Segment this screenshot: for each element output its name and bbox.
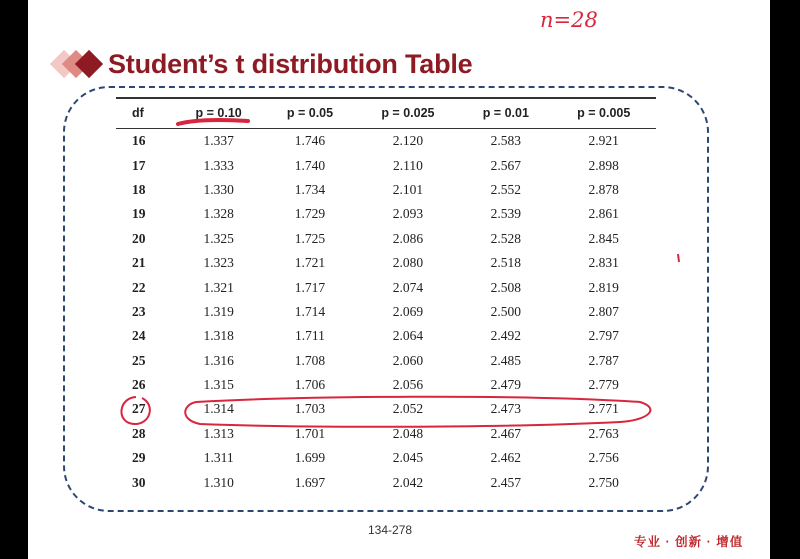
df-cell: 24 xyxy=(132,328,146,344)
value-cell: 1.729 xyxy=(294,206,326,222)
df-cell: 23 xyxy=(132,303,146,319)
value-cell: 2.045 xyxy=(392,450,424,466)
table-row xyxy=(116,153,656,177)
value-cell: 1.701 xyxy=(294,425,326,441)
table-row xyxy=(116,349,656,373)
value-cell: 2.898 xyxy=(588,157,619,173)
df-cell: 18 xyxy=(132,181,146,197)
df-cell: 26 xyxy=(132,377,146,393)
handwritten-annotation: n=28 xyxy=(540,8,598,32)
value-cell: 2.462 xyxy=(490,450,521,466)
value-cell: 2.845 xyxy=(588,230,619,246)
header-p0025: p = 0.025 xyxy=(356,98,461,129)
df-cell: 27 xyxy=(132,401,146,417)
value-cell: 2.763 xyxy=(588,425,619,441)
value-cell: 2.921 xyxy=(588,133,619,149)
value-cell: 2.819 xyxy=(588,279,619,295)
value-cell: 1.725 xyxy=(294,230,326,246)
value-cell: 2.048 xyxy=(392,425,424,441)
title-block xyxy=(50,44,473,84)
value-cell: 1.311 xyxy=(203,450,234,466)
value-cell: 1.734 xyxy=(294,181,326,197)
value-cell: 1.717 xyxy=(294,279,326,295)
value-cell: 2.473 xyxy=(490,401,521,417)
df-cell: 25 xyxy=(132,352,146,368)
value-cell: 2.756 xyxy=(588,450,619,466)
value-cell: 1.310 xyxy=(203,474,234,490)
value-cell: 2.797 xyxy=(588,328,619,344)
header-p001: p = 0.01 xyxy=(460,98,551,129)
value-cell: 2.479 xyxy=(490,377,521,393)
df-cell: 22 xyxy=(132,279,146,295)
value-cell: 1.703 xyxy=(294,401,326,417)
value-cell: 2.750 xyxy=(588,474,619,490)
diamond-bullet-icon xyxy=(50,44,108,84)
value-cell: 2.052 xyxy=(392,401,424,417)
value-cell: 1.708 xyxy=(294,352,326,368)
table-row xyxy=(116,275,656,299)
df-cell: 30 xyxy=(132,474,146,490)
table-row xyxy=(116,202,656,226)
value-cell: 2.583 xyxy=(490,133,521,149)
value-cell: 2.060 xyxy=(392,352,424,368)
value-cell: 2.074 xyxy=(392,279,424,295)
value-cell: 2.528 xyxy=(490,230,521,246)
df-cell: 17 xyxy=(132,157,146,173)
page-number: 134-278 xyxy=(368,523,413,537)
header-p0005: p = 0.005 xyxy=(551,98,656,129)
value-cell: 1.746 xyxy=(294,133,326,149)
value-cell: 2.878 xyxy=(588,181,619,197)
value-cell: 2.567 xyxy=(490,157,521,173)
table-row xyxy=(116,251,656,275)
value-cell: 2.467 xyxy=(490,425,521,441)
df-cell: 19 xyxy=(132,206,146,222)
value-cell: 1.714 xyxy=(294,303,326,319)
value-cell: 1.316 xyxy=(203,352,234,368)
value-cell: 2.120 xyxy=(392,133,424,149)
table-row xyxy=(116,300,656,324)
value-cell: 2.787 xyxy=(588,352,619,368)
df-cell: 16 xyxy=(132,133,146,149)
t-distribution-table xyxy=(116,98,656,495)
slide-title: Student’s t distribution Table xyxy=(108,48,473,79)
value-cell: 1.333 xyxy=(203,157,234,173)
value-cell: 2.064 xyxy=(392,328,424,344)
value-cell: 2.771 xyxy=(588,401,619,417)
value-cell: 2.101 xyxy=(392,181,424,197)
value-cell: 1.699 xyxy=(294,450,326,466)
value-cell: 2.492 xyxy=(490,328,521,344)
table-row xyxy=(116,178,656,202)
table-header-row xyxy=(116,98,656,129)
value-cell: 1.315 xyxy=(203,377,234,393)
value-cell: 1.325 xyxy=(203,230,234,246)
df-cell: 29 xyxy=(132,450,146,466)
table-row xyxy=(116,422,656,446)
value-cell: 2.485 xyxy=(490,352,521,368)
value-cell: 2.861 xyxy=(588,206,619,222)
value-cell: 1.314 xyxy=(203,401,234,417)
value-cell: 2.831 xyxy=(588,255,619,271)
slide xyxy=(28,0,770,559)
header-p005: p = 0.05 xyxy=(264,98,355,129)
value-cell: 1.330 xyxy=(203,181,234,197)
value-cell: 1.319 xyxy=(203,303,234,319)
value-cell: 2.457 xyxy=(490,474,521,490)
slogan: 专业 · 创新 · 增值 xyxy=(634,535,744,549)
value-cell: 1.740 xyxy=(294,157,326,173)
value-cell: 2.042 xyxy=(392,474,424,490)
value-cell: 1.323 xyxy=(203,255,234,271)
table-row xyxy=(116,446,656,470)
value-cell: 2.807 xyxy=(588,303,619,319)
value-cell: 1.697 xyxy=(294,474,326,490)
value-cell: 2.539 xyxy=(490,206,521,222)
df-cell: 28 xyxy=(132,425,146,441)
value-cell: 1.328 xyxy=(203,206,234,222)
df-cell: 20 xyxy=(132,230,146,246)
table-row xyxy=(116,324,656,348)
df-cell: 21 xyxy=(132,255,146,271)
table-row xyxy=(116,470,656,494)
value-cell: 2.779 xyxy=(588,377,619,393)
value-cell: 2.056 xyxy=(392,377,424,393)
value-cell: 1.321 xyxy=(203,279,234,295)
table-row xyxy=(116,397,656,421)
value-cell: 1.706 xyxy=(294,377,326,393)
table-row xyxy=(116,129,656,154)
table-row xyxy=(116,227,656,251)
value-cell: 2.093 xyxy=(392,206,424,222)
value-cell: 1.313 xyxy=(203,425,234,441)
value-cell: 2.552 xyxy=(490,181,521,197)
header-df: df xyxy=(116,98,173,129)
value-cell: 1.337 xyxy=(203,133,234,149)
table-row xyxy=(116,373,656,397)
header-p010: p = 0.10 xyxy=(173,98,264,129)
value-cell: 1.721 xyxy=(294,255,326,271)
value-cell: 2.110 xyxy=(392,157,423,173)
value-cell: 2.086 xyxy=(392,230,424,246)
value-cell: 2.080 xyxy=(392,255,424,271)
value-cell: 2.500 xyxy=(490,303,521,319)
value-cell: 1.711 xyxy=(295,328,325,344)
value-cell: 2.518 xyxy=(490,255,521,271)
value-cell: 2.069 xyxy=(392,303,424,319)
value-cell: 2.508 xyxy=(490,279,521,295)
value-cell: 1.318 xyxy=(203,328,234,344)
